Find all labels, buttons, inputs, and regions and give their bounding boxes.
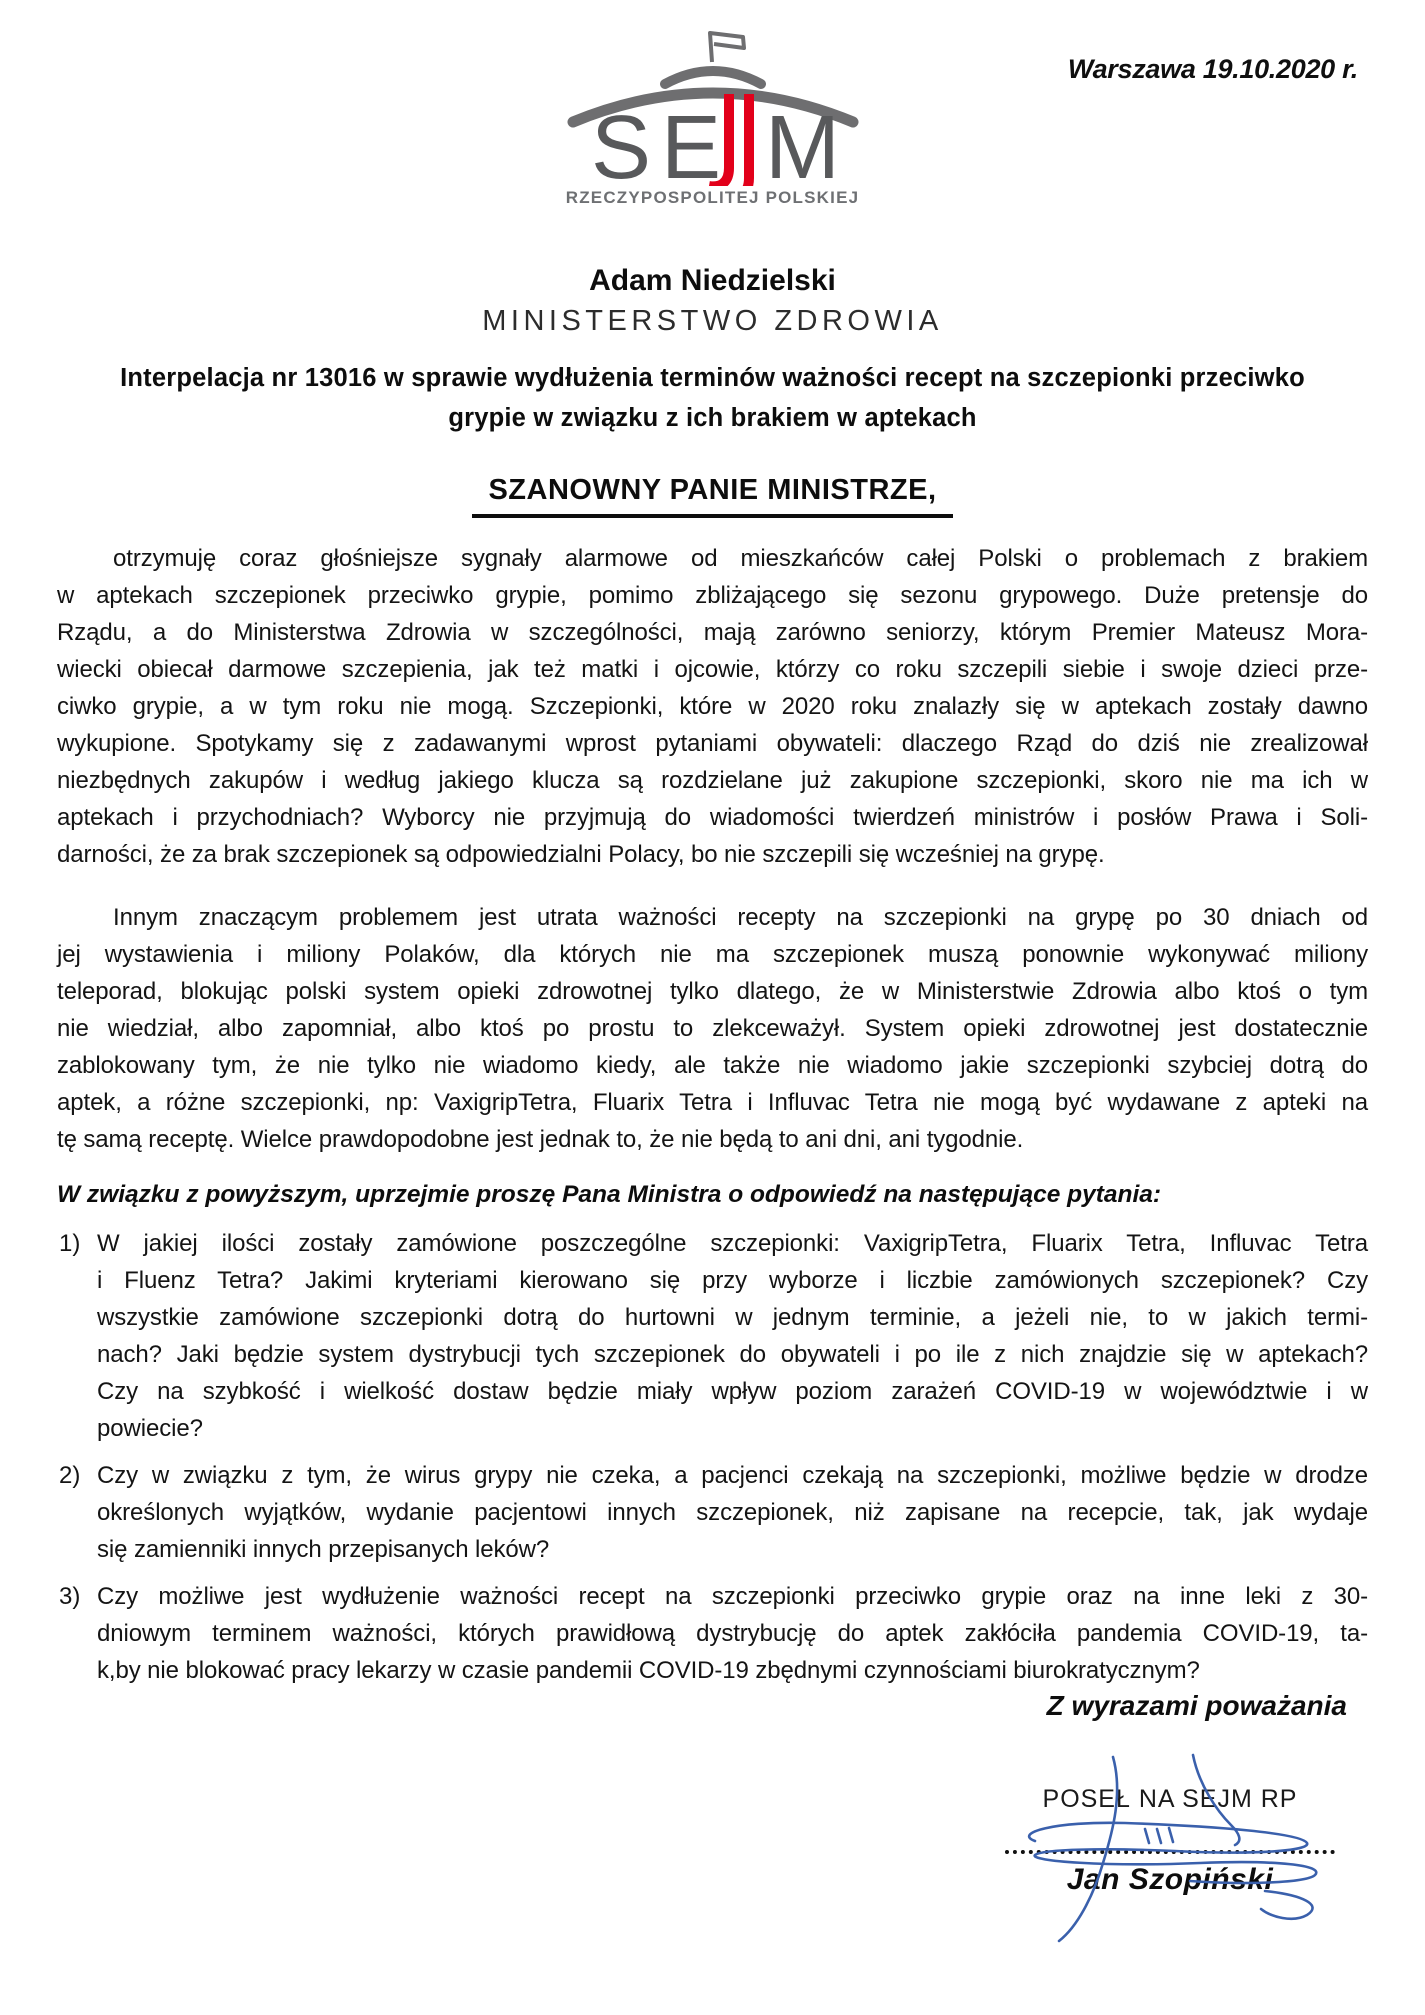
paragraph-line: niezbędnych zakupów i według jakiego klucza są rozdzielane już zakupione szczepionki, skoro nie ma ich w — [57, 767, 1368, 794]
question-line: się zamienniki innych przepisanych leków? — [97, 1536, 550, 1563]
sejm-logo — [553, 28, 873, 208]
question-line: wszystkie zamówione szczepionki dotrą do hurtowni w jednym terminie, a jeżeli nie, to w jakich termi- — [97, 1304, 1368, 1331]
handwritten-signature-icon — [985, 1745, 1355, 1965]
signer-name: Jan Szopiński — [1066, 1863, 1274, 1896]
paragraph-line: jej wystawienia i miliony Polaków, dla których nie ma szczepionek muszą ponownie wykonywać miliony — [57, 941, 1368, 968]
question-line: powiecie? — [97, 1415, 203, 1442]
question-line: i Fluenz Tetra? Jakimi kryteriami kierowano się przy wyborze i liczbie zamówionych szczepionek? Czy — [97, 1267, 1368, 1294]
paragraph-line: Innym znaczącym problemem jest utrata ważności recepty na szczepionki na grypę po 30 dniach od — [113, 904, 1368, 931]
addressee-name: Adam Niedzielski — [589, 264, 836, 297]
question-line: Czy możliwe jest wydłużenie ważności recept na szczepionki przeciwko grypie oraz na inne leki z 30- — [97, 1583, 1368, 1610]
paragraph-line: aptekach i przychodniach? Wyborcy nie przyjmują do wiadomości twierdzeń ministrów i posłów Prawa i Soli- — [57, 804, 1368, 831]
valediction: Z wyrazami poważania — [1046, 1690, 1347, 1721]
paragraph-line: tę samą receptę. Wielce prawdopodobne jest jednak to, że nie będą to ani dni, ani tygodnie. — [57, 1126, 1024, 1153]
logo-subtitle: RZECZYPOSPOLITEJ POLSKIEJ — [565, 188, 860, 207]
logo-flag-icon — [710, 33, 744, 62]
question-line: nach? Jaki będzie system dystrybucji tych szczepionek do obywateli i po ile z nich znajdzie się w aptekach? — [97, 1341, 1368, 1368]
paragraph-line: wiecki obiecał darmowe szczepienia, jak też matki i ojcowie, którzy co roku szczepili siebie i swoje dzieci prze- — [57, 656, 1368, 683]
salutation-heading — [0, 474, 1425, 518]
question-item — [57, 1225, 1368, 1447]
question-line: k,by nie blokować pracy lekarzy w czasie pandemii COVID-19 zbędnymi czynnościami biurokratycznym? — [97, 1657, 1200, 1684]
question-line: dniowym terminem ważności, których prawidłową dystrybucję do aptek zakłóciła pandemia COVID-19, ta- — [97, 1620, 1368, 1647]
signer-role: POSEŁ NA SEJM RP — [1042, 1785, 1298, 1813]
interpellation-title — [60, 358, 1365, 438]
paragraph-line: otrzymuję coraz głośniejsze sygnały alarmowe od mieszkańców całej Polski o problemach z brakiem — [113, 545, 1368, 572]
paragraph-line: aptek, a różne szczepionki, np: VaxigripTetra, Fluarix Tetra i Influvac Tetra nie mogą być wydawane z apteki na — [57, 1089, 1368, 1116]
body-paragraphs — [57, 540, 1368, 1158]
paragraph-line: Rządu, a do Ministerstwa Zdrowia w szczególności, mają zarówno seniorzy, którym Premier Mateusz Mora- — [57, 619, 1368, 646]
logo-letter-m: M — [764, 98, 840, 186]
paragraph-line: nie wiedział, albo zapomniał, albo ktoś po prostu to zlekceważył. System opieki zdrowotnej jest dostatecznie — [57, 1015, 1368, 1042]
questions-list — [57, 1225, 1368, 1689]
paragraph-line: darności, że za brak szczepionek są odpowiedzialni Polacy, bo nie szczepili się wcześniej na grypę. — [57, 841, 1105, 868]
question-number: 2) — [59, 1462, 81, 1489]
signature-dotted-line — [1005, 1850, 1335, 1854]
paragraph — [57, 899, 1368, 1158]
paragraph — [57, 540, 1368, 873]
interpellation-title-line2: grypie w związku z ich brakiem w aptekach — [448, 404, 977, 432]
question-number: 3) — [59, 1583, 81, 1610]
question-line: określonych wyjątków, wydanie pacjentowi innych szczepionek, niż zapisane na recepcie, tak, jak wydaje — [97, 1499, 1368, 1526]
interpellation-title-line1: Interpelacja nr 13016 w sprawie wydłużenia terminów ważności recept na szczepionki przeciwko — [120, 364, 1305, 392]
document-date: Warszawa 19.10.2020 r. — [1067, 54, 1358, 84]
addressee-block — [0, 264, 1425, 338]
question-number: 1) — [59, 1230, 81, 1257]
signature-block — [985, 1745, 1355, 1975]
paragraph-line: ciwko grypie, a w tym roku nie mogą. Szczepionki, które w 2020 roku znalazły się w aptekach zostały dawno — [57, 693, 1368, 720]
paragraph-line: teleporad, blokując polski system opieki zdrowotnej tylko dlatego, że w Ministerstwie Zdrowia albo ktoś o tym — [57, 978, 1368, 1005]
logo-letter-s: S — [590, 98, 651, 186]
addressee-institution: MINISTERSTWO ZDROWIA — [482, 305, 943, 337]
logo-letter-e: E — [660, 98, 721, 186]
question-line: Czy w związku z tym, że wirus grypy nie czeka, a pacjenci czekają na szczepionki, możliwe będzie w drodze — [97, 1462, 1368, 1489]
paragraph-line: w aptekach szczepionek przeciwko grypie, pomimo zbliżającego się sezonu grypowego. Duże pretensje do — [57, 582, 1368, 609]
paragraph-line: zablokowany tym, że nie tylko nie wiadomo kiedy, ale także nie wiadomo jakie szczepionki szybciej dotrą do — [57, 1052, 1368, 1079]
sejm-emblem-icon — [553, 28, 873, 186]
document-body — [57, 540, 1368, 1689]
question-line: Czy na szybkość i wielkość dostaw będzie miały wpływ poziom zarażeń COVID-19 w województwie i w — [97, 1378, 1368, 1405]
question-item — [57, 1578, 1368, 1689]
salutation-text: SZANOWNY PANIE MINISTRZE, — [472, 474, 952, 518]
question-item — [57, 1457, 1368, 1568]
question-line: W jakiej ilości zostały zamówione poszczególne szczepionki: VaxigripTetra, Fluarix Tetra, Influvac Tetra — [97, 1230, 1368, 1257]
request-line: W związku z powyższym, uprzejmie proszę Pana Ministra o odpowiedź na następujące pytania: — [57, 1181, 1162, 1208]
paragraph-line: wykupione. Spotykamy się z zadawanymi wprost pytaniami obywateli: dlaczego Rząd do dziś nie zrealizował — [57, 730, 1368, 757]
